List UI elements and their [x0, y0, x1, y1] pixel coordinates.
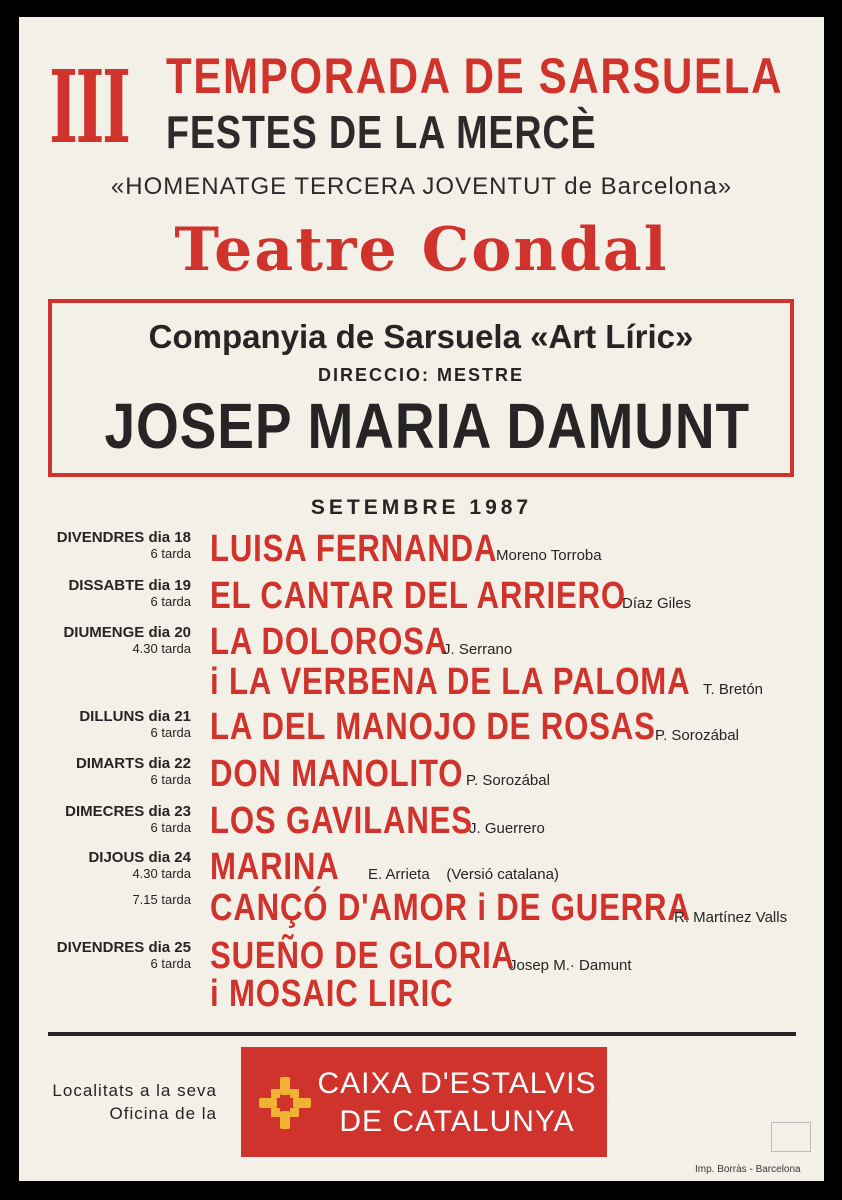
composer: Moreno Torroba	[496, 547, 602, 564]
composer: P. Sorozábal	[466, 772, 550, 789]
composer: R. Martínez Valls	[674, 909, 788, 926]
work-title	[210, 973, 507, 1015]
tickets-line-2: Oficina de la	[109, 1104, 217, 1123]
bank-name-line-1: CAIXA D'ESTALVIS	[317, 1067, 597, 1100]
day-name: DIJOUS dia 24	[88, 849, 191, 866]
day-name: DIUMENGE dia 20	[63, 624, 191, 641]
director-name	[52, 389, 790, 463]
day-label-second	[19, 892, 191, 907]
company-name: Companyia de Sarsuela «Art Líric»	[148, 318, 694, 355]
bank-logo-icon	[257, 1075, 313, 1131]
work-title	[210, 846, 368, 888]
day-time: 4.30 tarda	[132, 866, 191, 881]
day-time: 6 tarda	[150, 772, 191, 787]
director-name-text: JOSEP MARIA DAMUNT	[104, 390, 750, 462]
work-title-text: LOS GAVILANES	[210, 800, 473, 842]
composer: J. Serrano	[443, 641, 513, 658]
work-title-text: LUISA FERNANDA	[210, 528, 498, 570]
company-box	[48, 299, 794, 477]
work-title-text: LA DOLOROSA	[210, 621, 449, 663]
homage-line: «HOMENATGE TERCERA JOVENTUT de Barcelona»	[110, 173, 733, 200]
edition-numeral: III	[49, 48, 129, 166]
day-label	[19, 803, 191, 835]
day-time: 7.15 tarda	[132, 892, 191, 907]
bank-name	[317, 1065, 597, 1141]
bank-name-line-2: DE CATALUNYA	[339, 1105, 575, 1138]
theatre-name: Teatre Condal	[174, 215, 669, 285]
composer: P. Sorozábal	[655, 727, 739, 744]
tickets-line-1: Localitats a la seva	[52, 1081, 217, 1100]
composer: E. Arrieta (Versió catalana)	[368, 866, 559, 883]
day-time: 6 tarda	[150, 725, 191, 740]
divider	[48, 1032, 796, 1036]
composer: T. Bretón	[703, 681, 764, 698]
printer-credit: Imp. Borràs - Barcelona	[695, 1164, 801, 1175]
composer: Díaz Giles	[622, 595, 692, 612]
day-name: DIVENDRES dia 18	[56, 529, 191, 546]
work-title-text: EL CANTAR DEL ARRIERO	[210, 575, 626, 617]
day-time: 6 tarda	[150, 594, 191, 609]
work-title-text: SUEÑO DE GLORIA	[210, 935, 515, 977]
day-label	[19, 577, 191, 609]
direction-label: DIRECCIO: MESTRE	[317, 365, 524, 385]
bank-banner	[241, 1047, 607, 1157]
work-title-text: DON MANOLITO	[210, 753, 464, 795]
work-title-text: MARINA	[210, 846, 340, 888]
archive-stamp	[771, 1122, 811, 1152]
day-label	[19, 529, 191, 561]
day-name: DISSABTE dia 19	[68, 577, 191, 594]
day-label	[19, 939, 191, 971]
day-name: DILLUNS dia 21	[79, 708, 191, 725]
day-name: DIVENDRES dia 25	[56, 939, 191, 956]
work-title-text: CANÇÓ D'AMOR i DE GUERRA	[210, 887, 691, 929]
day-label	[19, 708, 191, 740]
day-time: 6 tarda	[150, 820, 191, 835]
poster	[19, 17, 824, 1181]
work-title-text: LA DEL MANOJO DE ROSAS	[210, 706, 656, 748]
month-heading: SETEMBRE 1987	[310, 496, 533, 519]
day-time: 6 tarda	[150, 546, 191, 561]
day-time: 4.30 tarda	[132, 641, 191, 656]
season-title: TEMPORADA DE SARSUELA	[166, 48, 784, 104]
composer: Josep M.· Damunt	[509, 957, 632, 974]
work-title-text: i LA VERBENA DE LA PALOMA	[210, 661, 691, 703]
tickets-note	[19, 1079, 217, 1125]
day-label	[19, 624, 191, 656]
festival-title: FESTES DE LA MERCÈ	[166, 106, 597, 158]
composer: J. Guerrero	[469, 820, 545, 837]
day-label	[19, 755, 191, 787]
day-time: 6 tarda	[150, 956, 191, 971]
work-title-text: i MOSAIC LIRIC	[210, 973, 454, 1015]
day-name: DIMARTS dia 22	[75, 755, 191, 772]
day-label	[19, 849, 191, 881]
day-name: DIMECRES dia 23	[65, 803, 191, 820]
